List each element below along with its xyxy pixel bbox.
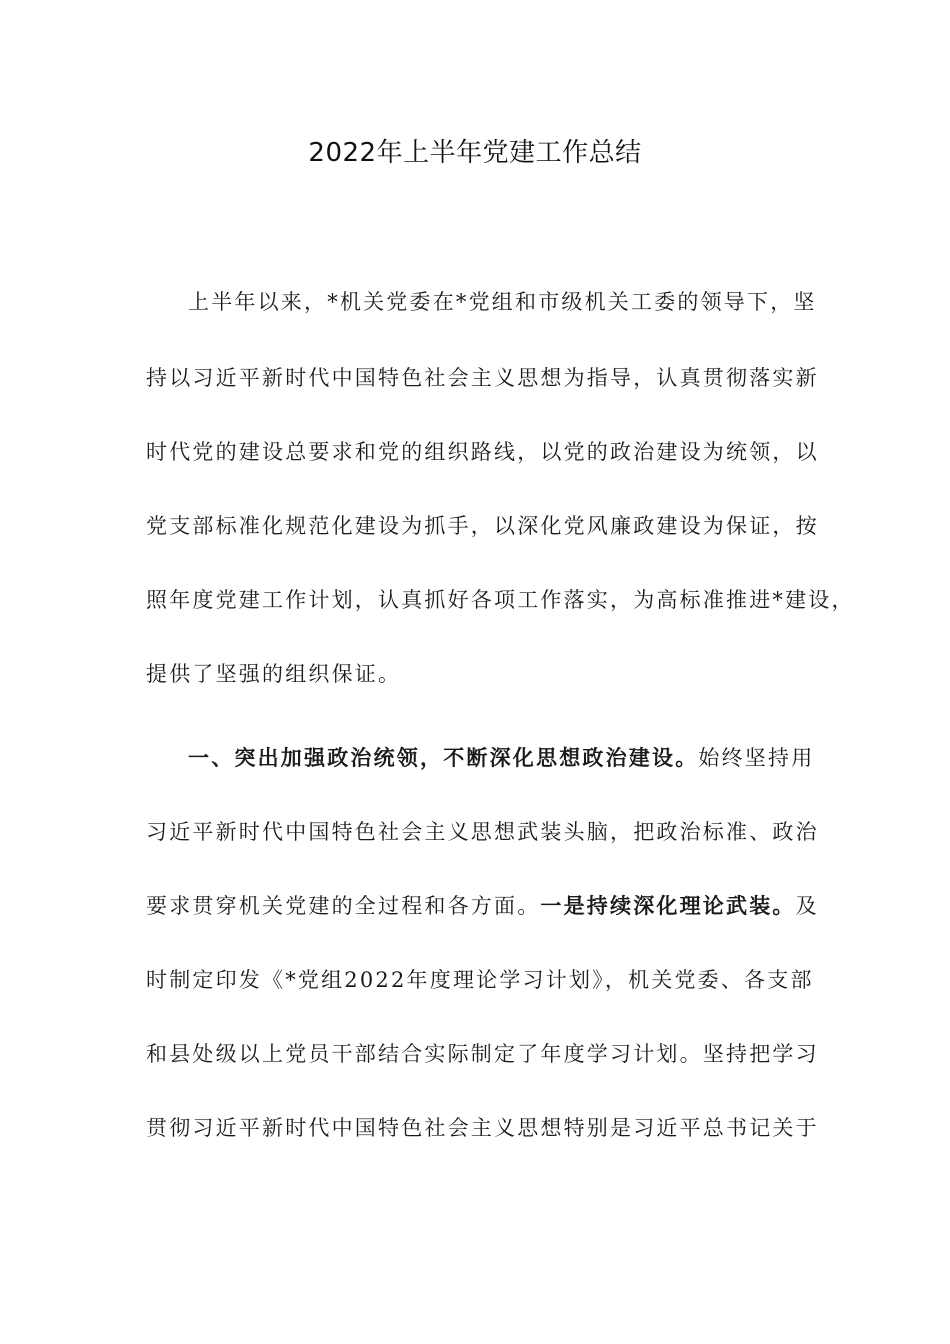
document-title: 2022年上半年党建工作总结	[308, 138, 642, 168]
paragraph-line: 习近平新时代中国特色社会主义思想武装头脑，把政治标准、政治	[146, 820, 819, 844]
subheading-one: 一是持续深化理论武装。	[540, 893, 796, 918]
section-heading-line	[188, 742, 815, 774]
paragraph-line: 持以习近平新时代中国特色社会主义思想为指导，认真贯彻落实新	[146, 366, 819, 390]
paragraph-line: 贯彻习近平新时代中国特色社会主义思想特别是习近平总书记关于	[146, 1116, 819, 1140]
paragraph-line: 上半年以来，*机关党委在*党组和市级机关工委的领导下，坚	[188, 290, 817, 314]
line-text: 要求贯穿机关党建的全过程和各方面。	[146, 894, 541, 918]
paragraph-line: 时代党的建设总要求和党的组织路线，以党的政治建设为统领，以	[146, 440, 819, 464]
paragraph-line: 和县处级以上党员干部结合实际制定了年度学习计划。坚持把学习	[146, 1042, 819, 1066]
section-heading-tail: 始终坚持用	[698, 746, 815, 770]
paragraph-line: 党支部标准化规范化建设为抓手，以深化党风廉政建设为保证，按	[146, 514, 819, 538]
paragraph-line	[146, 890, 819, 922]
paragraph-line: 照年度党建工作计划，认真抓好各项工作落实，为高标准推进*建设，	[146, 588, 855, 612]
line-text: 及	[795, 894, 819, 918]
section-heading: 一、突出加强政治统领，不断深化思想政治建设。	[188, 745, 699, 770]
paragraph-line: 时制定印发《*党组2022年度理论学习计划》，机关党委、各支部	[146, 968, 814, 992]
paragraph-line: 提供了坚强的组织保证。	[146, 662, 402, 686]
